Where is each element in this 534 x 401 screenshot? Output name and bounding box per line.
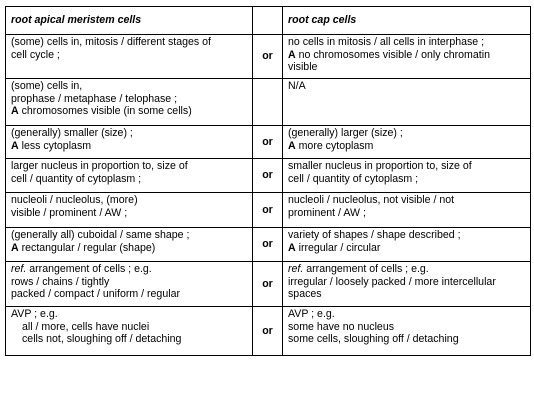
line-text: arrangement of cells ; e.g. xyxy=(26,263,152,275)
header-right: root cap cells xyxy=(283,7,531,35)
line-text: (generally) larger (size) ; xyxy=(288,127,403,139)
line-text: cell / quantity of cytoplasm ; xyxy=(11,172,142,185)
header-or-spacer xyxy=(253,7,283,35)
left-cell xyxy=(6,307,253,356)
line-text: rows / chains / tightly xyxy=(11,275,110,288)
alternative-marker: A xyxy=(288,48,296,61)
line-text: irregular / circular xyxy=(295,241,381,254)
right-cell xyxy=(283,228,531,262)
line-text: (some) cells in, mitosis / different stages of xyxy=(11,36,211,48)
cell-line xyxy=(288,140,525,153)
cell-line xyxy=(11,229,247,242)
cell-line xyxy=(288,321,525,334)
line-text: (generally) smaller (size) ; xyxy=(11,127,133,139)
cell-line xyxy=(288,263,525,276)
right-cell xyxy=(283,79,531,126)
alternative-marker: A xyxy=(11,139,19,152)
or-cell: or xyxy=(253,307,283,356)
line-text: AVP ; e.g. xyxy=(288,308,335,320)
alternative-marker: A xyxy=(11,241,19,254)
right-cell xyxy=(283,35,531,79)
line-text: prominent / AW ; xyxy=(288,206,366,219)
cell-line xyxy=(288,207,525,220)
cell-line xyxy=(288,194,525,207)
cell-line xyxy=(11,160,247,173)
cell-line xyxy=(288,80,525,93)
table-row xyxy=(6,35,531,79)
cell-line xyxy=(11,263,247,276)
cell-line xyxy=(11,127,247,140)
cell-line xyxy=(11,194,247,207)
cell-line xyxy=(11,333,247,346)
line-text: spaces xyxy=(288,288,322,301)
right-cell xyxy=(283,262,531,307)
left-cell xyxy=(6,159,253,193)
left-cell xyxy=(6,262,253,307)
line-text: variety of shapes / shape described ; xyxy=(288,229,461,241)
line-text: no cells in mitosis / all cells in interphase ; xyxy=(288,36,485,48)
cell-line xyxy=(11,140,247,153)
cell-line xyxy=(11,105,247,118)
cell-line xyxy=(11,207,247,220)
table-row xyxy=(6,307,531,356)
cell-line xyxy=(288,160,525,173)
cell-line xyxy=(288,173,525,186)
cell-line xyxy=(288,242,525,255)
line-text: (generally all) cuboidal / same shape ; xyxy=(11,229,190,241)
cell-line xyxy=(11,49,247,62)
line-text: less cytoplasm xyxy=(18,139,92,152)
line-text: irregular / loosely packed / more intercellular xyxy=(288,275,496,288)
right-cell xyxy=(283,307,531,356)
line-text: some have no nucleus xyxy=(288,320,395,333)
cell-line xyxy=(11,80,247,93)
line-text: smaller nucleus in proportion to, size of xyxy=(288,160,472,172)
left-cell xyxy=(6,193,253,228)
cell-line xyxy=(11,242,247,255)
line-text: (some) cells in, xyxy=(11,80,83,92)
cell-line xyxy=(288,288,525,301)
alternative-marker: A xyxy=(288,139,296,152)
ref-marker: ref. xyxy=(288,263,304,275)
line-text: arrangement of cells ; e.g. xyxy=(303,263,429,275)
cell-line xyxy=(11,93,247,106)
header-row xyxy=(6,7,531,35)
alternative-marker: A xyxy=(288,241,296,254)
line-text: prophase / metaphase / telophase ; xyxy=(11,92,178,105)
table-row xyxy=(6,126,531,159)
left-cell xyxy=(6,126,253,159)
or-cell: or xyxy=(253,126,283,159)
or-cell: or xyxy=(253,159,283,193)
line-text: cells not, sloughing off / detaching xyxy=(22,333,182,346)
cell-line xyxy=(11,308,247,321)
table-row xyxy=(6,159,531,193)
cell-line xyxy=(288,276,525,289)
line-text: nucleoli / nucleolus, (more) xyxy=(11,194,138,206)
line-text: larger nucleus in proportion to, size of xyxy=(11,160,188,172)
left-cell xyxy=(6,79,253,126)
cell-line xyxy=(288,49,525,62)
cell-line xyxy=(11,288,247,301)
left-cell xyxy=(6,35,253,79)
cell-line xyxy=(288,61,525,74)
cell-line xyxy=(288,308,525,321)
cell-line xyxy=(11,276,247,289)
right-cell xyxy=(283,126,531,159)
cell-line xyxy=(288,127,525,140)
line-text: some cells, sloughing off / detaching xyxy=(288,333,459,346)
line-text: visible xyxy=(288,61,318,74)
left-cell xyxy=(6,228,253,262)
line-text: chromosomes visible (in some cells) xyxy=(18,105,192,118)
right-cell xyxy=(283,159,531,193)
line-text: packed / compact / uniform / regular xyxy=(11,288,180,301)
cell-line xyxy=(288,333,525,346)
right-cell xyxy=(283,193,531,228)
line-text: AVP ; e.g. xyxy=(11,308,58,320)
cell-line xyxy=(288,36,525,49)
or-cell: or xyxy=(253,193,283,228)
table-row xyxy=(6,79,531,126)
line-text: all / more, cells have nuclei xyxy=(22,320,150,333)
or-cell xyxy=(253,79,283,126)
cell-line xyxy=(11,321,247,334)
line-text: cell cycle ; xyxy=(11,48,60,61)
table-row xyxy=(6,193,531,228)
line-text: visible / prominent / AW ; xyxy=(11,206,128,219)
cell-line xyxy=(11,173,247,186)
cell-line xyxy=(11,36,247,49)
or-cell: or xyxy=(253,35,283,79)
cell-line xyxy=(288,229,525,242)
alternative-marker: A xyxy=(11,105,19,118)
table-row xyxy=(6,228,531,262)
line-text: more cytoplasm xyxy=(295,139,374,152)
line-text: nucleoli / nucleolus, not visible / not xyxy=(288,194,455,206)
or-cell: or xyxy=(253,228,283,262)
mark-scheme-table xyxy=(5,6,531,356)
ref-marker: ref. xyxy=(11,263,27,275)
table-row xyxy=(6,262,531,307)
line-text: rectangular / regular (shape) xyxy=(18,241,156,254)
line-text: no chromosomes visible / only chromatin xyxy=(295,48,490,61)
or-cell: or xyxy=(253,262,283,307)
line-text: cell / quantity of cytoplasm ; xyxy=(288,172,419,185)
header-left: root apical meristem cells xyxy=(6,7,253,35)
line-text: N/A xyxy=(288,80,306,92)
